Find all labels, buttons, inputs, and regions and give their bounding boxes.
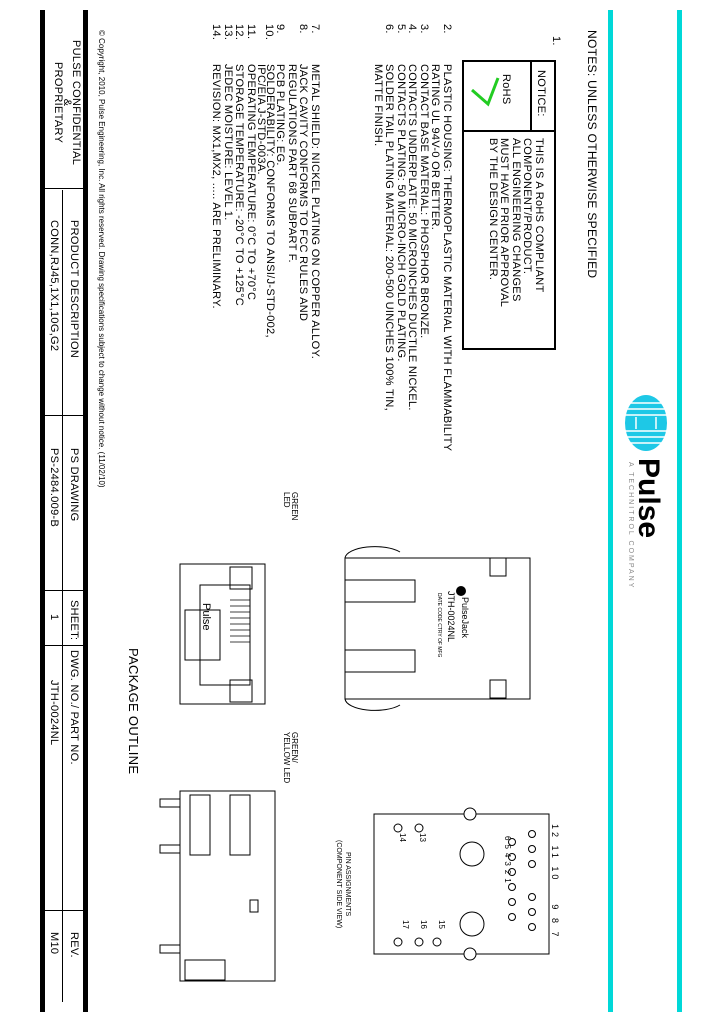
note-item: 11. OPERATING TEMPERATURE: 0°C TO +70°C — [245, 24, 257, 301]
notes-list-a — [372, 24, 453, 451]
frame-line-inner — [677, 10, 682, 1012]
jack-brand-label: PulseJack — [460, 597, 470, 639]
sheet-value: 1 — [48, 614, 60, 621]
notice-number: 1. — [550, 36, 562, 46]
note-item: 9. PCB PLATING: EG. — [274, 24, 287, 166]
jack-side-view-drawing — [150, 785, 280, 985]
note-item: 10. SOLDERABILITY: CONFORMS TO ANSI/J-STD-002, IPC/EIA J-STD-003A. — [255, 24, 276, 338]
notice-line: BY THE DESIGN CENTER. — [487, 138, 499, 281]
package-outline-label: PACKAGE OUTLINE — [126, 648, 141, 775]
notes-title: NOTES: UNLESS OTHERWISE SPECIFIED — [585, 30, 599, 279]
pulse-logo-tagline: A TECHNITROL COMPANY — [627, 462, 634, 590]
pin-labels-mid-row: 654321 — [503, 836, 512, 887]
notice-line: THIS IS A RoHS COMPLIANT — [533, 138, 545, 293]
pin-labels-led-right: 15 16 17 — [401, 920, 446, 929]
title-block-border-left — [40, 10, 45, 1012]
dwg-no-label: DWG. NO./ PART NO. — [68, 650, 80, 765]
green-yellow-led-label: GREEN/ YELLOW LED — [282, 732, 299, 784]
note-item: 3. CONTACT BASE MATERIAL: PHOSPHOR BRONZE. — [418, 24, 430, 339]
rohs-check-icon — [470, 74, 510, 124]
notice-box-divider-v — [530, 60, 532, 130]
product-desc-value: CONN,RJ45,1X1,10G,G2 — [48, 220, 60, 352]
note-item: 4. CONTACTS UNDERPLATE: 50 MICROINCHES DUCTILE NICKEL. — [406, 24, 419, 411]
ps-drawing-value: PS-2484.009-B — [48, 448, 60, 528]
rev-value: M10 — [48, 932, 60, 955]
note-item: 8. JACK CAVITY CONFORMS TO FCC RULES AND REGULATIONS PART 68 SUBPART F. — [286, 24, 310, 322]
pulsejack-logo-icon — [455, 585, 467, 597]
pin-labels-led-left: 13 14 — [398, 833, 427, 842]
title-block-divider-5 — [45, 910, 83, 911]
green-led-label: GREEN LED — [282, 492, 299, 521]
notice-label: NOTICE: — [535, 70, 547, 117]
note-item: 13. JEDEC MOISTURE: LEVEL 1. — [222, 24, 234, 221]
ps-drawing-label: PS DRAWING — [68, 448, 80, 522]
pulse-logo-wordmark: Pulse — [632, 458, 665, 539]
sheet-label: SHEET: — [68, 600, 80, 641]
copyright-text: © Copyright, 2010, Pulse Engineering, Inc. All rights reserved. Drawing specifications subject to change without notice. (11/02/10) — [97, 30, 106, 488]
note-item: 2. PLASTIC HOUSING: THERMOPLASTIC MATERIAL WITH FLAMMABILITY RATING UL 94V-0 OR BETTER. — [429, 24, 453, 452]
front-brand-label: Pulse — [200, 603, 212, 631]
note-item: 5. CONTACTS PLATING: 50 MICRO-INCH GOLD PLATING. — [395, 24, 407, 362]
pin-labels-top-row: 12 11 10 9 8 7 — [550, 824, 560, 940]
notice-text — [487, 138, 545, 307]
jack-datecode-label: DATE CODE CTRY OF MFG — [436, 593, 442, 658]
pin-assignments-title: PIN ASSIGNMENTS (COMPONENT SIDE VIEW) — [335, 840, 351, 929]
product-desc-label: PRODUCT DESCRIPTION — [68, 220, 80, 359]
dwg-no-value: JTH-0024NL — [48, 680, 60, 746]
note-item: 7. METAL SHIELD: NICKEL PLATING ON COPPER ALLOY. — [309, 24, 321, 360]
title-block-divider-2 — [45, 415, 83, 416]
notice-box-divider-h — [462, 130, 554, 132]
notice-line: ALL ENGINEERING CHANGES — [510, 138, 522, 302]
frame-line-outer — [608, 10, 613, 1012]
confidential-label: PULSE CONFIDENTIAL & PROPRIETARY — [52, 40, 82, 166]
note-item: 14. REVISION: MX1,MX2, ..... ARE PRELIMINARY. — [210, 24, 223, 309]
jack-part-label: JTH-0024NL — [446, 591, 456, 643]
title-block-divider-3 — [45, 590, 83, 591]
rev-label: REV. — [68, 932, 80, 958]
pulse-logo-globe-icon — [622, 393, 670, 453]
notes-list-b — [210, 24, 320, 359]
title-block-divider-1 — [45, 188, 83, 189]
note-item: 12. STORAGE TEMPERATURE: -20°C TO +125°C — [233, 24, 246, 307]
title-block-border-right — [83, 10, 88, 1012]
rohs-label: RoHS — [500, 74, 512, 105]
title-block-divider-mid — [62, 190, 63, 1002]
title-block-divider-4 — [45, 645, 83, 646]
notice-line: MUST HAVE PRIOR APPROVAL — [498, 138, 511, 308]
notice-line: COMPONENT/PRODUCT. — [521, 138, 534, 275]
note-item: 6. SOLDER TAIL PLATING MATERIAL: 200-500 UINCHES 100% TIN, MATTE FINISH. — [372, 24, 396, 412]
